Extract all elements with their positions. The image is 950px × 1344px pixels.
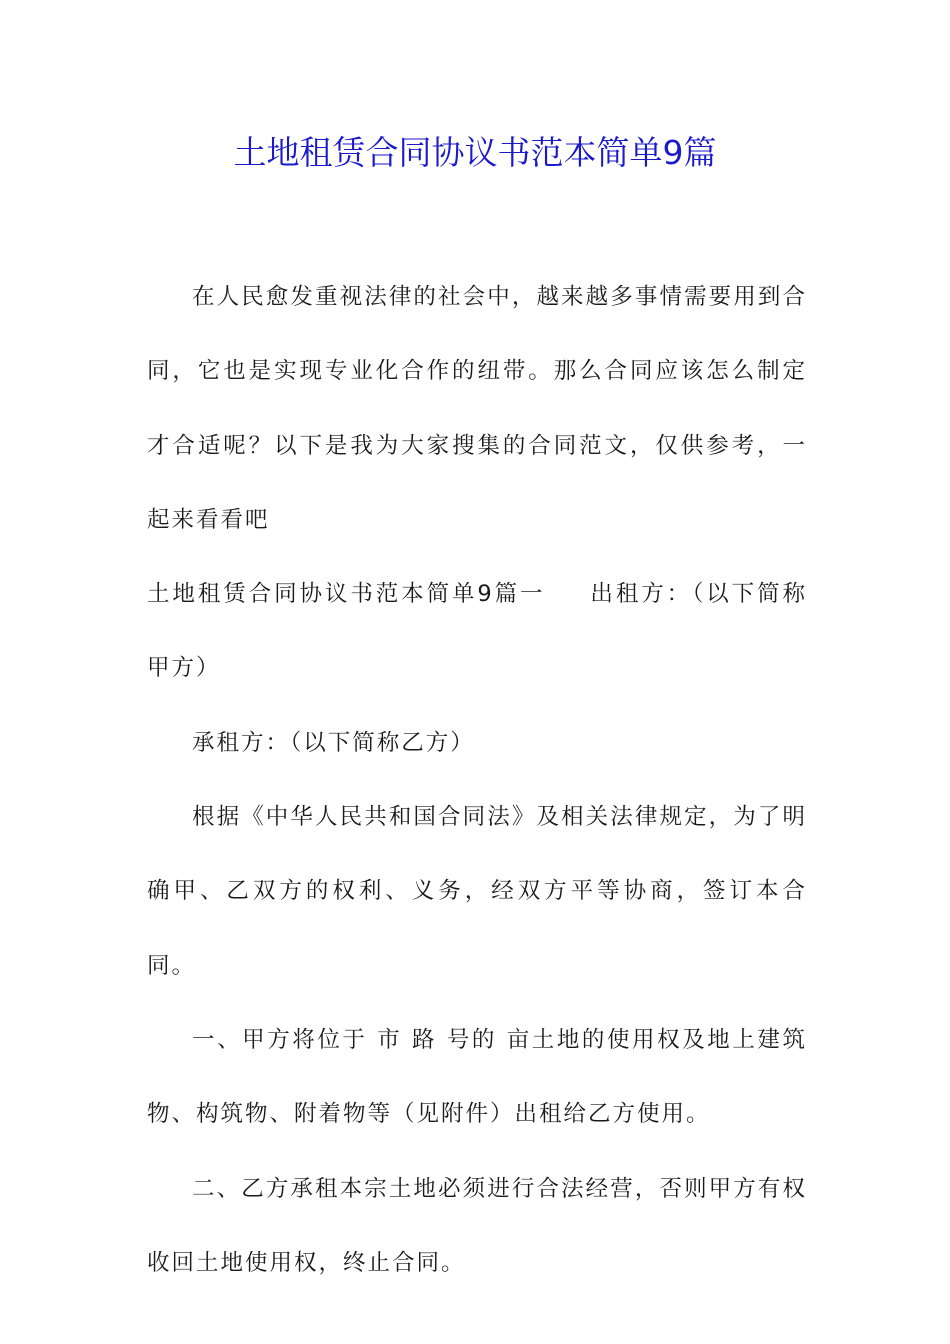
clause-1-paragraph: 一、甲方将位于 市 路 号的 亩土地的使用权及地上建筑物、构筑物、附着物等（见附件）出租给乙方使用。 [147, 1026, 807, 1128]
basis-paragraph: 根据《中华人民共和国合同法》及相关法律规定，为了明确甲、乙双方的权利、义务，经双方平等协商，签订本合同。 [147, 804, 807, 979]
clause-2-paragraph: 二、乙方承租本宗土地必须进行合法经营，否则甲方有权收回土地使用权，终止合同。 [147, 1175, 807, 1276]
document-title: 土地租赁合同协议书范本简单9篇 [233, 133, 717, 172]
section-heading-line [147, 557, 807, 706]
lessee-paragraph: 承租方：（以下简称乙方） [192, 729, 475, 756]
lessor-text: 出租方：（以下简称甲方） [147, 581, 807, 682]
document-body [147, 260, 807, 1300]
section-heading: 土地租赁合同协议书范本简单9篇一 [147, 581, 546, 608]
intro-paragraph: 在人民愈发重视法律的社会中，越来越多事情需要用到合同，它也是实现专业化合作的纽带。那么合同应该怎么制定才合适呢？以下是我为大家搜集的合同范文，仅供参考，一起来看看吧 [147, 284, 807, 533]
